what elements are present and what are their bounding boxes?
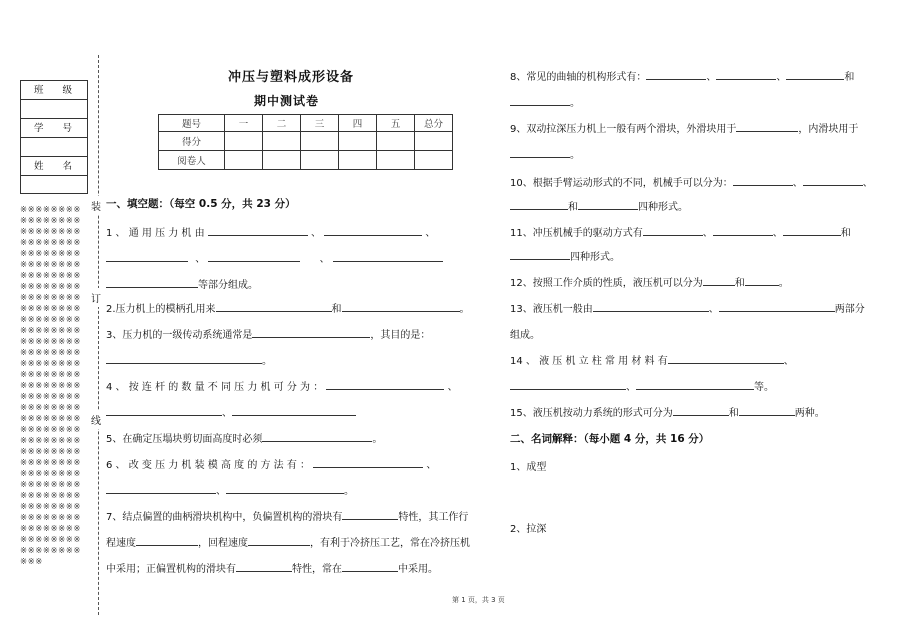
question-11: 11、冲压机械手的驱动方式有 、 、 和 xyxy=(510,224,851,239)
decorative-pattern: ※※※※※※※※※※※※※※※※※※※※※※※※※※※※※※※※※※※※※※※※※※※※※※※※※※※※※※※※※※※※※※※※※※※※※※※※※※※※※※※※※※※※※※※※※※※※※※※※※※※※※※※※※※※※※※※※※※※※※※※※※※※※※※※※※※※※※※※※※※※※※※※※※※※※※※※※※※※※※※※※※※※※※※※※※※※※※※※※※※※※※※※※※※※※※※※※※※※※※※※※※※※※※※※※※※※※※※※※※※※※※※※※※※※※※※※※※※※※※※※※※※※※※※※※※※※※※※※※※※※ xyxy=(20,205,81,567)
answer-blank[interactable] xyxy=(248,535,310,546)
name-label: 姓 名 xyxy=(21,157,87,176)
score-header: 三 xyxy=(301,115,339,132)
question-11-cont: 四种形式。 xyxy=(510,248,620,263)
section-definitions-heading: 二、名词解释：（每小题 4 分，共 16 分） xyxy=(510,433,710,445)
question-3-cont: 。 xyxy=(106,352,272,367)
binding-char-ding: 订 xyxy=(91,288,101,307)
score-cell[interactable] xyxy=(415,132,453,151)
answer-blank[interactable] xyxy=(342,509,398,520)
question-7-end: 中采用；正偏置机构的滑块有 特性，常在 中采用。 xyxy=(106,560,438,575)
binding-line xyxy=(98,55,99,615)
question-8-cont: 。 xyxy=(510,94,580,109)
answer-blank[interactable] xyxy=(736,121,798,132)
answer-blank[interactable] xyxy=(719,301,835,312)
score-cell[interactable] xyxy=(225,132,263,151)
question-4: 4 、 按 连 杆 的 数 量 不 同 压 力 机 可 分 为 ： 、 xyxy=(106,378,458,393)
section-fill-blank-heading: 一、填空题：（每空 0.5 分，共 23 分） xyxy=(106,198,296,210)
answer-blank[interactable] xyxy=(326,379,444,390)
answer-blank[interactable] xyxy=(745,275,779,286)
binding-char-zhuang: 装 xyxy=(91,196,101,215)
question-2: 2.压力机上的模柄孔用来 和 。 xyxy=(106,300,470,315)
question-14: 14 、 液 压 机 立 柱 常 用 材 料 有 、 xyxy=(510,352,794,367)
answer-blank[interactable] xyxy=(510,95,570,106)
answer-blank[interactable] xyxy=(106,483,216,494)
answer-blank[interactable] xyxy=(106,353,262,364)
answer-blank[interactable] xyxy=(803,175,863,186)
answer-blank[interactable] xyxy=(252,327,370,338)
term-2: 2、拉深 xyxy=(510,524,547,535)
answer-blank[interactable] xyxy=(236,561,292,572)
answer-blank[interactable] xyxy=(232,405,356,416)
reviewer-cell[interactable] xyxy=(225,151,263,170)
answer-blank[interactable] xyxy=(646,69,706,80)
answer-blank[interactable] xyxy=(342,301,460,312)
answer-blank[interactable] xyxy=(783,225,841,236)
reviewer-cell[interactable] xyxy=(377,151,415,170)
answer-blank[interactable] xyxy=(716,69,776,80)
question-14-cont: 、 等。 xyxy=(510,378,774,393)
question-6: 6 、 改 变 压 力 机 装 模 高 度 的 方 法 有 ： 、 xyxy=(106,456,436,471)
answer-blank[interactable] xyxy=(106,277,198,288)
score-header: 五 xyxy=(377,115,415,132)
answer-blank[interactable] xyxy=(673,405,729,416)
score-header: 四 xyxy=(339,115,377,132)
question-9-cont: 。 xyxy=(510,146,580,161)
score-header: 二 xyxy=(263,115,301,132)
score-cell[interactable] xyxy=(339,132,377,151)
question-12: 12、按照工作介质的性质，液压机可以分为 和 。 xyxy=(510,274,789,289)
answer-blank[interactable] xyxy=(636,379,754,390)
answer-blank[interactable] xyxy=(733,175,793,186)
answer-blank[interactable] xyxy=(668,353,784,364)
score-cell[interactable] xyxy=(263,132,301,151)
answer-blank[interactable] xyxy=(739,405,795,416)
student-info-box xyxy=(20,80,88,194)
page-footer: 第 1 页，共 3 页 xyxy=(452,596,505,604)
reviewer-cell[interactable] xyxy=(339,151,377,170)
answer-blank[interactable] xyxy=(136,535,198,546)
term-1: 1、成型 xyxy=(510,462,547,473)
score-cell[interactable] xyxy=(377,132,415,151)
answer-blank[interactable] xyxy=(510,249,570,260)
question-15: 15、液压机按动力系统的形式可分为 和 两种。 xyxy=(510,404,825,419)
question-10-cont: 和 四种形式。 xyxy=(510,198,688,213)
score-row-label: 得分 xyxy=(159,132,225,151)
binding-char-xian: 线 xyxy=(91,410,101,429)
name-field[interactable] xyxy=(21,176,87,195)
reviewer-cell[interactable] xyxy=(301,151,339,170)
question-7: 7、结点偏置的曲柄滑块机构中，负偏置机构的滑块有 特性，其工作行 xyxy=(106,508,468,523)
score-table xyxy=(158,114,453,170)
question-8: 8、常见的曲轴的机构形式有： 、 、 和 xyxy=(510,68,854,83)
answer-blank[interactable] xyxy=(262,431,372,442)
score-header: 题号 xyxy=(159,115,225,132)
score-cell[interactable] xyxy=(301,132,339,151)
student-id-label: 学 号 xyxy=(21,119,87,138)
answer-blank[interactable] xyxy=(342,561,398,572)
question-6-cont: 、 。 xyxy=(106,482,354,497)
answer-blank[interactable] xyxy=(324,225,422,236)
answer-blank[interactable] xyxy=(216,301,332,312)
reviewer-cell[interactable] xyxy=(415,151,453,170)
score-header: 一 xyxy=(225,115,263,132)
score-header: 总分 xyxy=(415,115,453,132)
answer-blank[interactable] xyxy=(578,199,638,210)
class-label: 班 级 xyxy=(21,81,87,100)
question-13-cont: 组成。 xyxy=(510,330,540,341)
answer-blank[interactable] xyxy=(208,251,300,262)
answer-blank[interactable] xyxy=(333,251,443,262)
question-13: 13、液压机一般由 、 两部分 xyxy=(510,300,865,315)
answer-blank[interactable] xyxy=(643,225,703,236)
answer-blank[interactable] xyxy=(226,483,344,494)
answer-blank[interactable] xyxy=(510,199,568,210)
class-field[interactable] xyxy=(21,100,87,119)
answer-blank[interactable] xyxy=(510,379,626,390)
question-7-cont: 程速度 ，回程速度 ，有利于冷挤压工艺，常在冷挤压机 xyxy=(106,534,470,549)
question-1-cont: 、 、 xyxy=(106,250,443,265)
answer-blank[interactable] xyxy=(106,405,222,416)
answer-blank[interactable] xyxy=(786,69,844,80)
student-id-field[interactable] xyxy=(21,138,87,157)
reviewer-cell[interactable] xyxy=(263,151,301,170)
exam-subtitle: 期中测试卷 xyxy=(254,94,320,108)
question-4-cont: 、 xyxy=(106,404,356,419)
reviewer-row-label: 阅卷人 xyxy=(159,151,225,170)
answer-blank[interactable] xyxy=(593,301,709,312)
answer-blank[interactable] xyxy=(510,147,570,158)
exam-title: 冲压与塑料成形设备 xyxy=(228,70,355,85)
question-10: 10、根据手臂运动形式的不同，机械手可以分为： 、 、 xyxy=(510,174,873,189)
answer-blank[interactable] xyxy=(703,275,735,286)
question-9: 9、双动拉深压力机上一般有两个滑块，外滑块用于 ，内滑块用于 xyxy=(510,120,858,135)
answer-blank[interactable] xyxy=(313,457,423,468)
answer-blank[interactable] xyxy=(106,251,188,262)
question-5: 5、在确定压塌块剪切面高度时必须 。 xyxy=(106,430,382,445)
question-3: 3、压力机的一级传动系统通常是 ，其目的是： xyxy=(106,326,430,341)
question-1-end: 等部分组成。 xyxy=(106,276,258,291)
answer-blank[interactable] xyxy=(713,225,773,236)
question-1: 1 、 通 用 压 力 机 由 、 、 xyxy=(106,224,435,239)
answer-blank[interactable] xyxy=(208,225,308,236)
